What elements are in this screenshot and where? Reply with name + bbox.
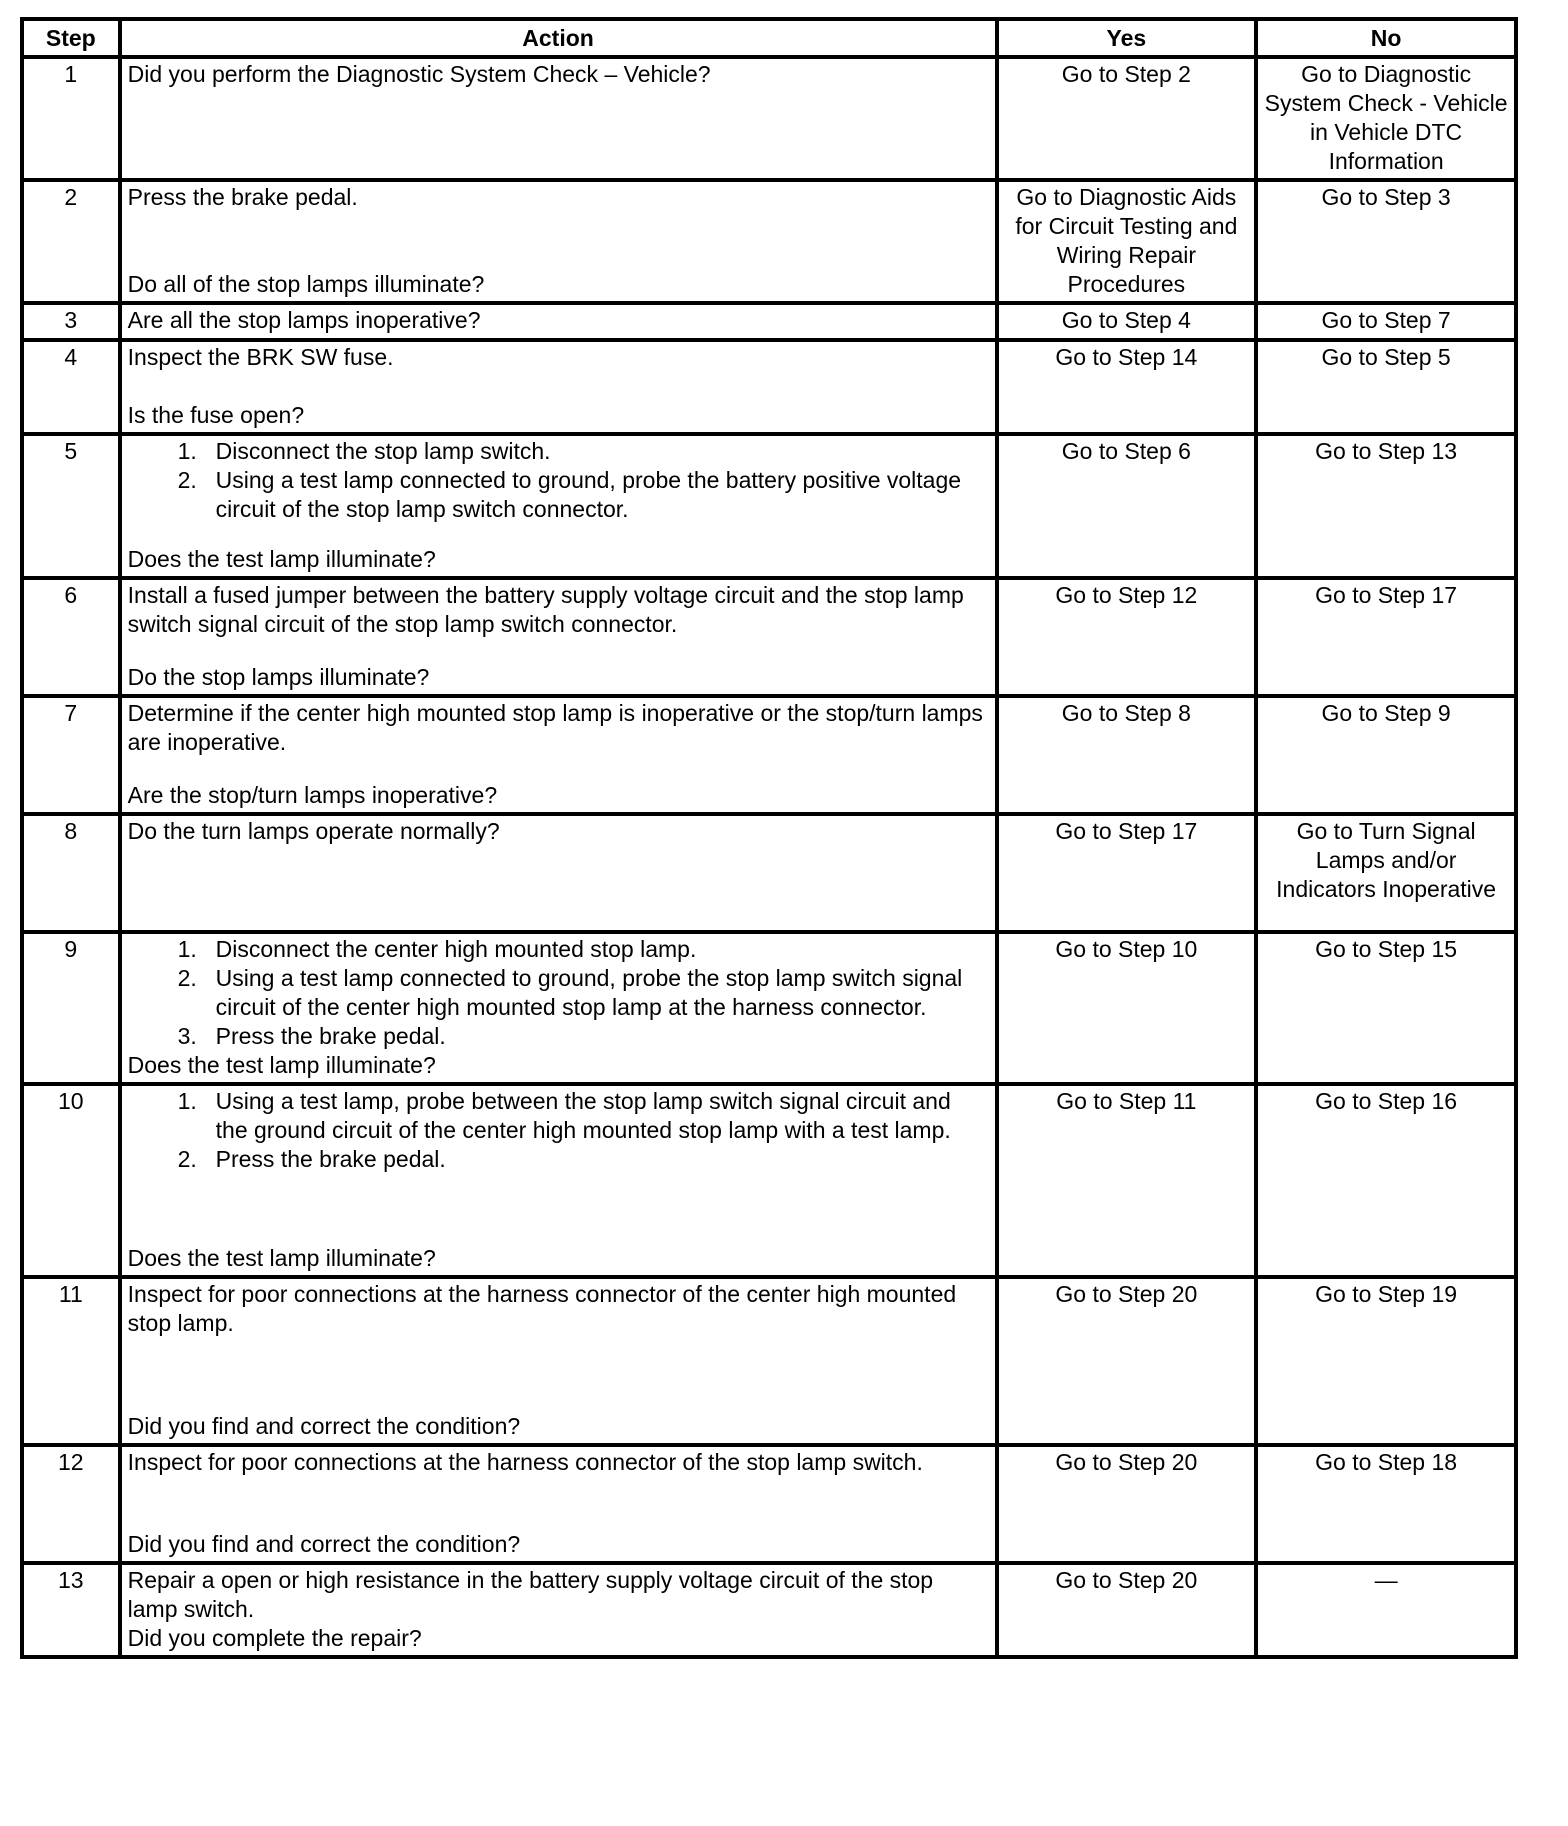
- step-number: 5: [22, 434, 120, 578]
- list-item-number: 1.: [177, 1088, 197, 1114]
- action-content: [128, 1448, 989, 1559]
- list-item: [128, 964, 989, 1022]
- action-text: Inspect for poor connections at the harness connector of the stop lamp switch.: [127, 1449, 923, 1475]
- step-number: 6: [22, 578, 120, 696]
- action-text: Did you perform the Diagnostic System Check – Vehicle?: [127, 61, 711, 87]
- action-instructions: [128, 306, 989, 335]
- header-no: No: [1256, 19, 1516, 57]
- action-instructions: [128, 183, 989, 212]
- action-text: Install a fused jumper between the battery supply voltage circuit and the stop lamp switch signal circuit of the stop lamp switch connector.: [127, 582, 964, 637]
- list-item-text: Using a test lamp connected to ground, probe the battery positive voltage circuit of the stop lamp switch connector.: [215, 467, 962, 522]
- table-row: [22, 434, 1516, 578]
- step-number: 3: [22, 303, 120, 340]
- action-cell: [120, 180, 997, 303]
- action-instructions: [128, 1087, 989, 1174]
- action-question: Does the test lamp illuminate?: [127, 1245, 436, 1271]
- action-instructions: [128, 343, 989, 372]
- list-item: [128, 466, 989, 524]
- list-item: [128, 1145, 989, 1174]
- yes-result: Go to Step 2: [997, 57, 1257, 180]
- yes-result: Go to Step 20: [997, 1277, 1257, 1445]
- list-item-text: Disconnect the stop lamp switch.: [215, 438, 551, 464]
- action-instructions: [128, 699, 989, 757]
- action-cell: [120, 1445, 997, 1563]
- action-content: [128, 1087, 989, 1273]
- step-number: 11: [22, 1277, 120, 1445]
- action-instructions: [128, 1280, 989, 1338]
- action-list: [128, 1087, 989, 1174]
- list-item-text: Press the brake pedal.: [215, 1023, 446, 1049]
- action-instructions: [128, 581, 989, 639]
- list-item-number: 1.: [177, 936, 197, 962]
- step-number: 12: [22, 1445, 120, 1563]
- list-item-number: 2.: [177, 467, 197, 493]
- step-number: 10: [22, 1084, 120, 1277]
- yes-result: Go to Step 20: [997, 1445, 1257, 1563]
- no-result: Go to Diagnostic System Check - Vehicle in Vehicle DTC Information: [1256, 57, 1516, 180]
- table-body: [22, 57, 1516, 1657]
- table-row: [22, 303, 1516, 340]
- action-cell: [120, 303, 997, 340]
- action-cell: [120, 814, 997, 932]
- list-item-number: 2.: [177, 965, 197, 991]
- yes-result: Go to Step 11: [997, 1084, 1257, 1277]
- no-result: Go to Step 13: [1256, 434, 1516, 578]
- action-cell: [120, 434, 997, 578]
- action-question: Is the fuse open?: [127, 402, 305, 428]
- action-cell: [120, 1563, 997, 1657]
- table-row: [22, 57, 1516, 180]
- table-row: [22, 578, 1516, 696]
- no-result: —: [1256, 1563, 1516, 1657]
- yes-result: Go to Step 8: [997, 696, 1257, 814]
- action-text: Are all the stop lamps inoperative?: [127, 307, 481, 333]
- no-result: Go to Turn Signal Lamps and/or Indicators Inoperative: [1256, 814, 1516, 932]
- action-content: [128, 183, 989, 299]
- step-number: 1: [22, 57, 120, 180]
- list-item-number: 3.: [177, 1023, 197, 1049]
- list-item-number: 1.: [177, 438, 197, 464]
- yes-result: Go to Step 17: [997, 814, 1257, 932]
- no-result: Go to Step 18: [1256, 1445, 1516, 1563]
- yes-result: Go to Step 14: [997, 340, 1257, 434]
- action-content: [128, 437, 989, 574]
- header-action: Action: [120, 19, 997, 57]
- action-question: Did you complete the repair?: [127, 1625, 422, 1651]
- action-question: Do all of the stop lamps illuminate?: [127, 271, 485, 297]
- action-text: Do the turn lamps operate normally?: [127, 818, 500, 844]
- table-row: [22, 1084, 1516, 1277]
- action-question: Do the stop lamps illuminate?: [127, 664, 430, 690]
- list-item: [128, 1022, 989, 1051]
- action-instructions: [128, 60, 989, 89]
- no-result: Go to Step 7: [1256, 303, 1516, 340]
- no-result: Go to Step 5: [1256, 340, 1516, 434]
- table-row: [22, 1445, 1516, 1563]
- table-row: [22, 1563, 1516, 1657]
- list-item-text: Press the brake pedal.: [215, 1146, 446, 1172]
- list-item: [128, 1087, 989, 1145]
- action-cell: [120, 1277, 997, 1445]
- action-text: Determine if the center high mounted stop lamp is inoperative or the stop/turn lamps are inoperative.: [127, 700, 983, 755]
- action-content: [128, 817, 989, 928]
- action-instructions: [128, 935, 989, 1051]
- action-content: [128, 699, 989, 810]
- action-content: [128, 1566, 989, 1653]
- step-number: 2: [22, 180, 120, 303]
- action-question: Did you find and correct the condition?: [127, 1413, 521, 1439]
- no-result: Go to Step 9: [1256, 696, 1516, 814]
- yes-result: Go to Step 12: [997, 578, 1257, 696]
- action-question: Are the stop/turn lamps inoperative?: [127, 782, 498, 808]
- action-text: Press the brake pedal.: [127, 184, 358, 210]
- step-number: 9: [22, 932, 120, 1084]
- header-yes: Yes: [997, 19, 1257, 57]
- yes-result: Go to Diagnostic Aids for Circuit Testing and Wiring Repair Procedures: [997, 180, 1257, 303]
- no-result: Go to Step 17: [1256, 578, 1516, 696]
- action-cell: [120, 932, 997, 1084]
- yes-result: Go to Step 6: [997, 434, 1257, 578]
- table-row: [22, 1277, 1516, 1445]
- header-step: Step: [22, 19, 120, 57]
- action-question: Did you find and correct the condition?: [127, 1531, 521, 1557]
- action-content: [128, 343, 989, 430]
- step-number: 8: [22, 814, 120, 932]
- no-result: Go to Step 16: [1256, 1084, 1516, 1277]
- action-question: Does the test lamp illuminate?: [127, 546, 436, 572]
- table-row: [22, 696, 1516, 814]
- action-question: Does the test lamp illuminate?: [127, 1052, 436, 1078]
- action-text: Repair a open or high resistance in the battery supply voltage circuit of the stop lamp switch.: [127, 1567, 934, 1622]
- action-content: [128, 306, 989, 336]
- header-row: [22, 19, 1516, 57]
- table-row: [22, 180, 1516, 303]
- action-cell: [120, 696, 997, 814]
- step-number: 7: [22, 696, 120, 814]
- list-item-text: Disconnect the center high mounted stop lamp.: [215, 936, 697, 962]
- no-result: Go to Step 3: [1256, 180, 1516, 303]
- yes-result: Go to Step 4: [997, 303, 1257, 340]
- list-item-text: Using a test lamp connected to ground, probe the stop lamp switch signal circuit of the center high mounted stop lamp at the harness connector.: [215, 965, 963, 1020]
- yes-result: Go to Step 20: [997, 1563, 1257, 1657]
- table-row: [22, 340, 1516, 434]
- action-cell: [120, 578, 997, 696]
- action-instructions: [128, 437, 989, 524]
- list-item-number: 2.: [177, 1146, 197, 1172]
- yes-result: Go to Step 10: [997, 932, 1257, 1084]
- action-text: Inspect for poor connections at the harness connector of the center high mounted stop lamp.: [127, 1281, 957, 1336]
- table-row: [22, 814, 1516, 932]
- action-cell: [120, 340, 997, 434]
- step-number: 4: [22, 340, 120, 434]
- action-instructions: [128, 817, 989, 846]
- action-cell: [120, 57, 997, 180]
- diagnostic-table: [20, 17, 1518, 1659]
- list-item: [128, 935, 989, 964]
- action-instructions: [128, 1566, 989, 1624]
- action-text: Inspect the BRK SW fuse.: [127, 344, 394, 370]
- no-result: Go to Step 19: [1256, 1277, 1516, 1445]
- action-content: [128, 1280, 989, 1441]
- action-list: [128, 437, 989, 524]
- no-result: Go to Step 15: [1256, 932, 1516, 1084]
- list-item-text: Using a test lamp, probe between the stop lamp switch signal circuit and the ground circuit of the center high mounted stop lamp with a test lamp.: [215, 1088, 951, 1143]
- action-instructions: [128, 1448, 989, 1477]
- action-content: [128, 581, 989, 692]
- action-content: [128, 935, 989, 1080]
- list-item: [128, 437, 989, 466]
- action-content: [128, 60, 989, 176]
- table-row: [22, 932, 1516, 1084]
- action-cell: [120, 1084, 997, 1277]
- step-number: 13: [22, 1563, 120, 1657]
- action-list: [128, 935, 989, 1051]
